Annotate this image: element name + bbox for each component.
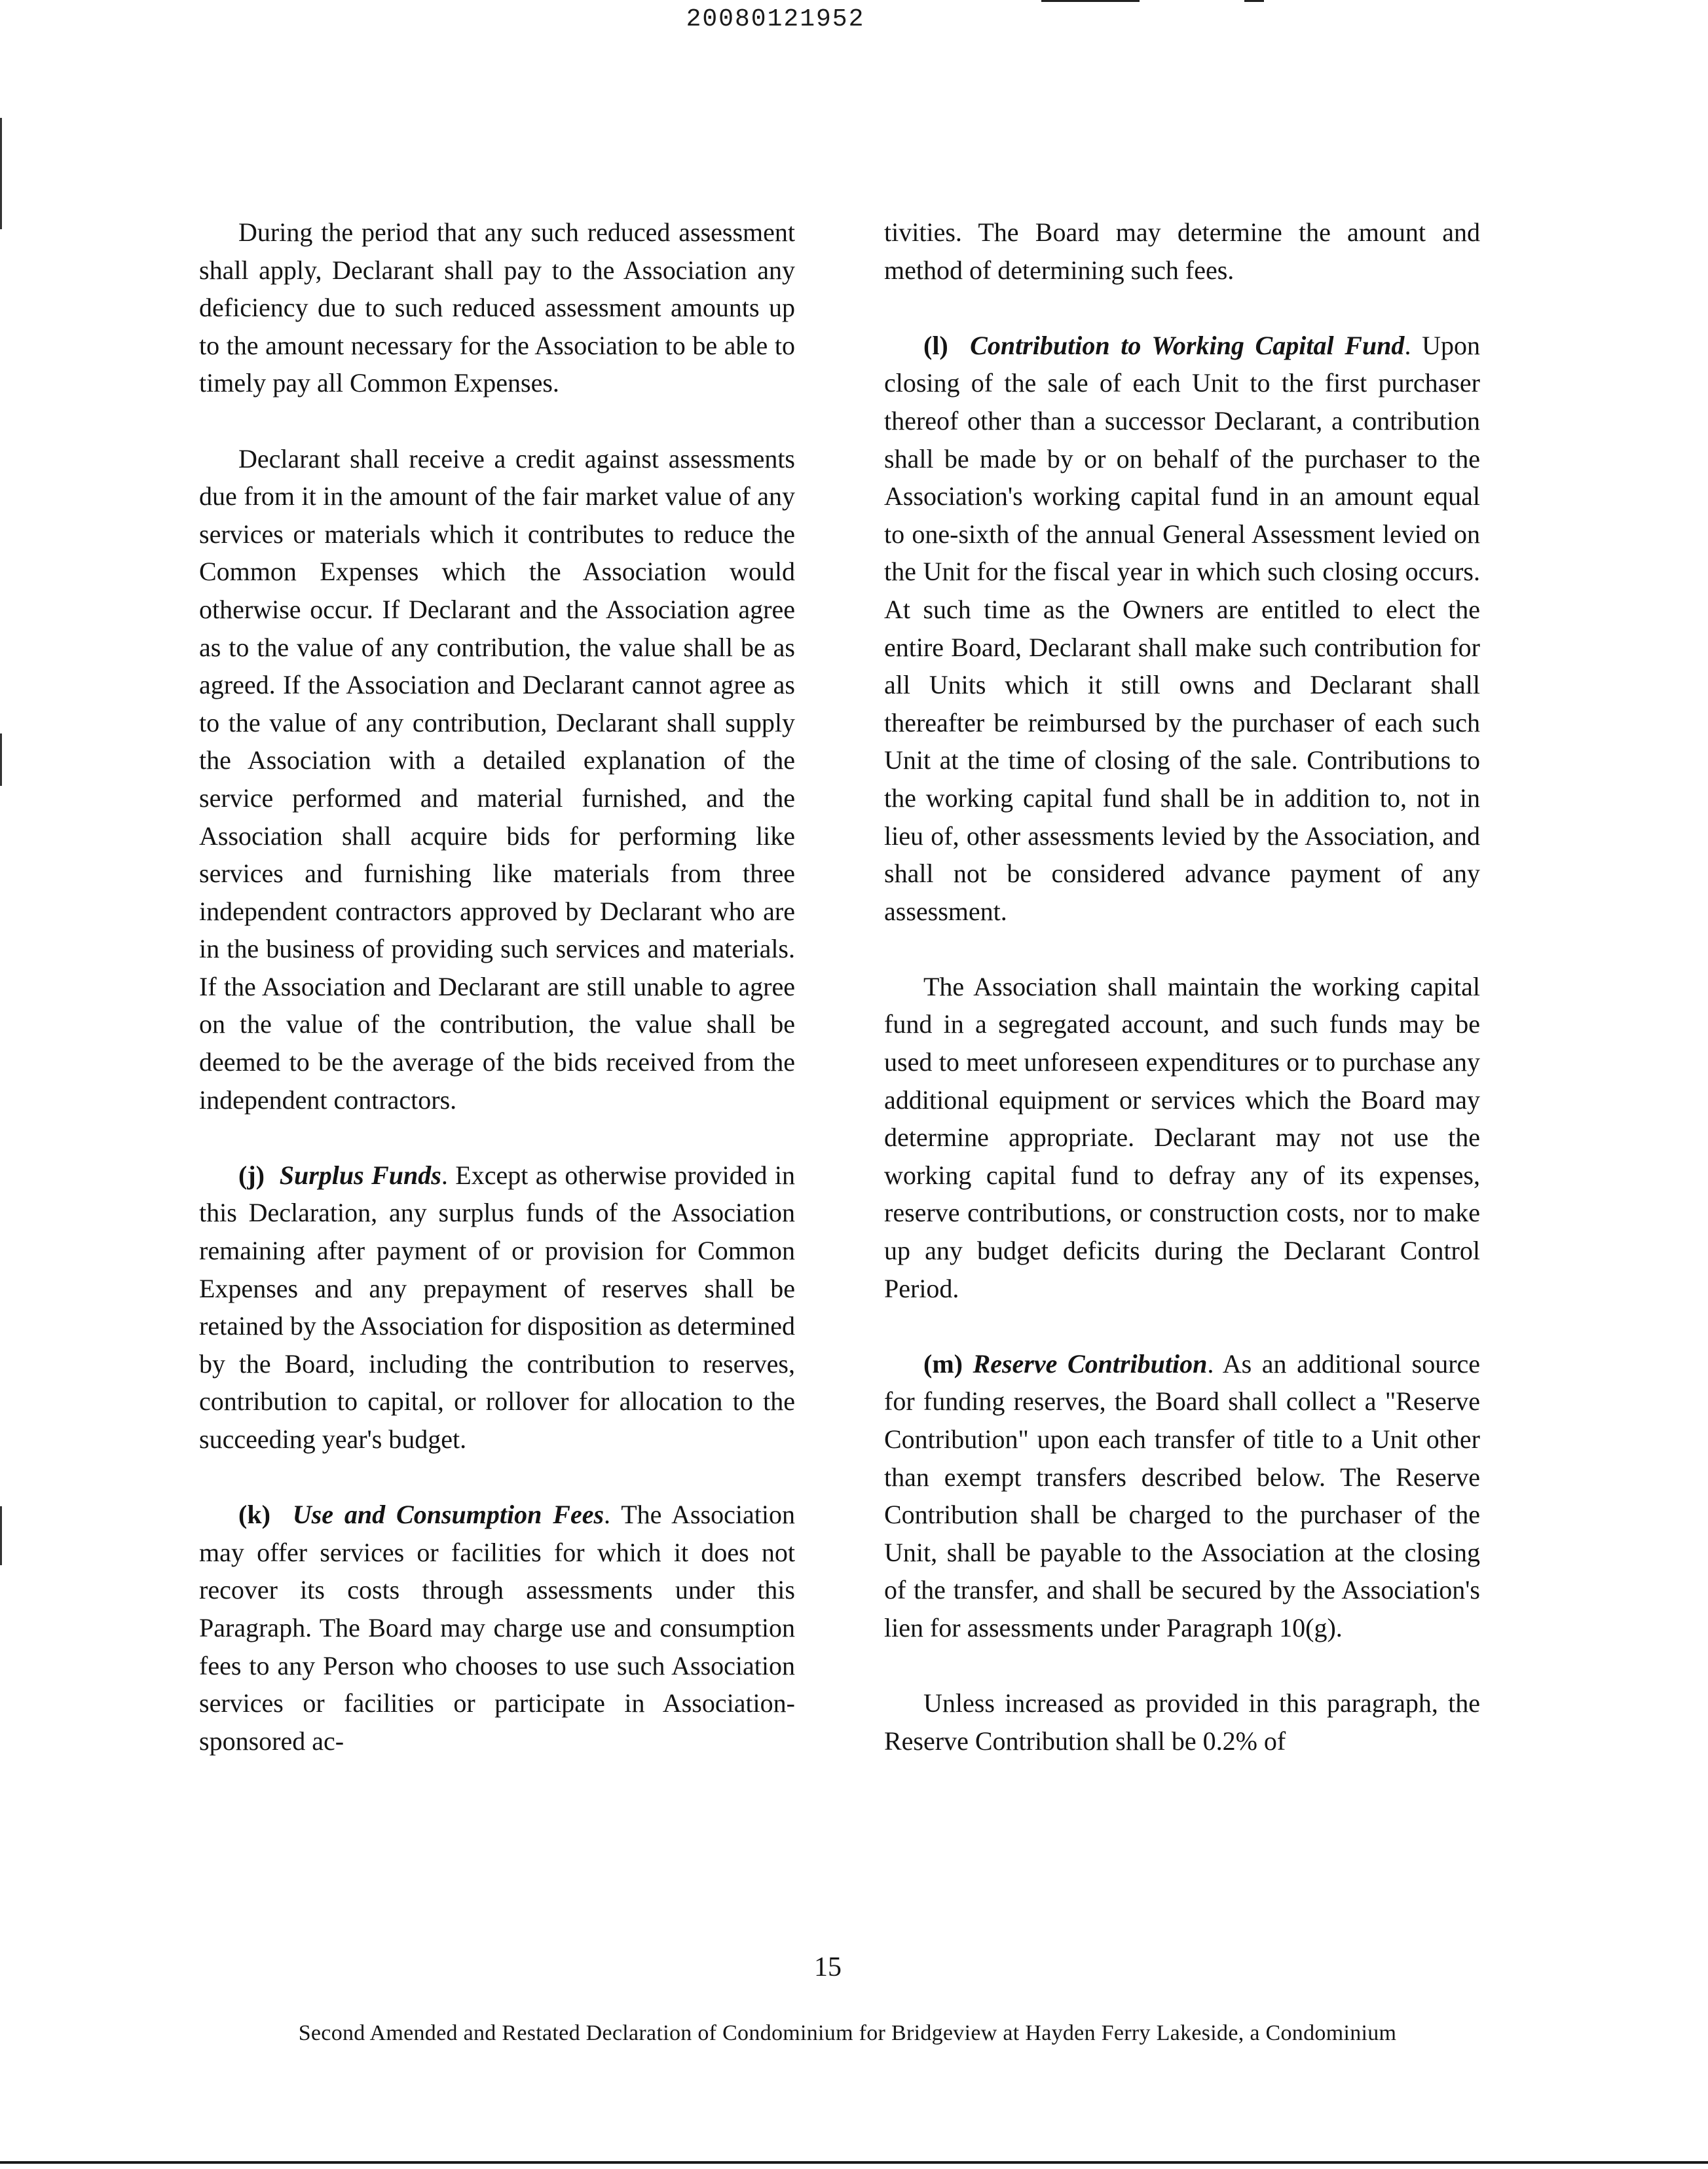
section-l-title: Contribution to Working Capital Fund (970, 330, 1405, 360)
section-m-title: Reserve Contribution (973, 1348, 1208, 1379)
section-j-label: (j) (238, 1160, 265, 1190)
section-k-title: Use and Consumption Fees (292, 1500, 604, 1530)
section-l-text: . Upon closing of the sale of each Unit to the first purchaser thereof other than a successor Declarant, a contribution shall be made by or on behalf of the purchaser to the Association's working capital fund in an amount equal to one-sixth of the annual General Assessment levied on the Unit for the fiscal year in which such closing occurs. At such time as the Owners are entitled to elect the entire Board, Declarant shall make such contribution for all Units which it still owns and Declarant shall thereafter be reimbursed by the purchaser of each such Unit at the time of closing of the sale. Contributions to the working capital fund shall be in addition to, not in lieu of, other assessments levied by the Association, and shall not be considered advance payment of any assessment. (884, 330, 1481, 926)
paragraph-working-capital-account: The Association shall maintain the working capital fund in a segregated account, and such funds may be used to meet unforeseen expenditures or to purchase any additional equipment or services which the Board may determine appropriate. Declarant may not use the working capital fund to defray any of its expenses, reserve contributions, or construction costs, nor to make up any budget deficits during the Declarant Control Period. (884, 971, 1480, 1303)
section-j-title: Surplus Funds (279, 1160, 441, 1190)
section-j-text: . Except as otherwise provided in this Declaration, any surplus funds of the Association remaining after payment of or provision for Common Expenses and any prepayment of reserves shall be retained by the Association for disposition as determined by the Board, including the contribution to reserves, contribution to capital, or rollover for allocation to the succeeding year's budget. (199, 1160, 796, 1454)
section-m-text: . As an additional source for funding reserves, the Board shall collect a "Reserve Contribution" upon each transfer of title to a Unit other than exempt transfers described below. The Reserve Contribution shall be charged to the purchaser of the Unit, shall be payable to the Association at the closing of the transfer, and shall be secured by the Association's lien for assessments under Paragraph 10(g). (884, 1348, 1481, 1642)
top-rule-mark (1041, 0, 1140, 2)
section-l-working-capital (884, 327, 1480, 931)
page-number: 15 (814, 1952, 842, 1982)
paragraph-declarant-credit: Declarant shall receive a credit against assessments due from it in the amount of the fair market value of any services or materials which it contributes to reduce the Common Expenses which the Association would otherwise occur. If Declarant and the Association agree as to the value of any contribution, the value shall be as agreed. If the Association and Declarant cannot agree as to the value of any contribution, Declarant shall supply the Association with a detailed explanation of the service performed and material furnished, and the Association shall acquire bids for performing like services and furnishing like materials from three independent contractors approved by Declarant who are in the business of providing such services and materials. If the Association and Declarant are still unable to agree on the value of the contribution, the value shall be deemed to be the average of the bids received from the independent contractors. (199, 443, 795, 1115)
paragraph-reduced-assessment: During the period that any such reduced assessment shall apply, Declarant shall pay to the Association any deficiency due to such reduced assessment amounts up to the amount necessary for the Association to be able to timely pay all Common Expenses. (199, 217, 795, 398)
section-k-label: (k) (238, 1500, 270, 1530)
section-k-text: . The Association may offer services or facilities for which it does not recover its costs through assessments under this Paragraph. The Board may charge use and consumption fees to any Person who chooses to use such Association services or facilities or participate in Association-sponsored ac- (199, 1500, 795, 1756)
scan-edge-mark (0, 1506, 2, 1565)
left-column (199, 213, 795, 1760)
bottom-rule (0, 2161, 1708, 2164)
top-rule-mark-small (1244, 0, 1264, 2)
paragraph-reserve-rate: Unless increased as provided in this paragraph, the Reserve Contribution shall be 0.2% of (884, 1688, 1480, 1756)
section-j-surplus-funds (199, 1157, 795, 1458)
section-k-use-fees (199, 1496, 795, 1760)
document-number: 20080121952 (686, 5, 865, 33)
scan-edge-mark (0, 118, 2, 229)
footer-title: Second Amended and Restated Declaration of Condominium for Bridgeview at Hayden Ferry Lakeside, a Condominium (298, 2021, 1397, 2045)
section-k-continued: tivities. The Board may determine the amount and method of determining such fees. (884, 217, 1480, 285)
section-m-reserve-contribution (884, 1345, 1480, 1647)
section-m-label: (m) (923, 1348, 963, 1379)
section-l-label: (l) (923, 330, 948, 360)
scan-edge-mark (0, 733, 2, 786)
right-column (884, 213, 1480, 1760)
